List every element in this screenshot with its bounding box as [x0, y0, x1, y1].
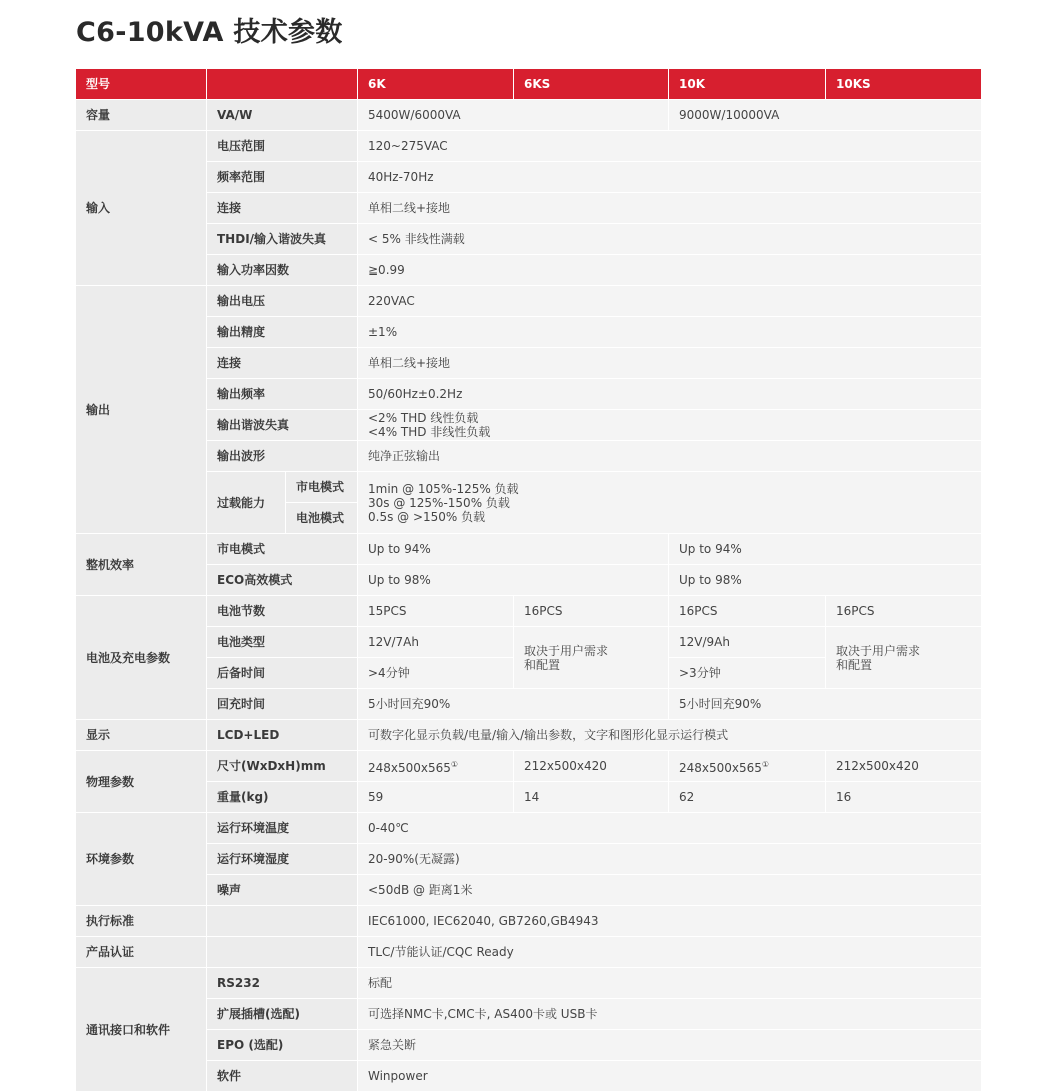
env-noise-label: 噪声: [207, 875, 358, 906]
environment-category: 环境参数: [76, 813, 207, 906]
battery-count-10k: 16PCS: [669, 596, 826, 627]
output-thd-label: 输出谐波失真: [207, 410, 358, 441]
footnote-mark: ①: [450, 759, 459, 769]
physical-size-10k: 248x500x565: [679, 760, 762, 775]
battery-recharge-10k: 5小时回充90%: [669, 689, 982, 720]
battery-type-row: [76, 627, 982, 658]
input-conn-value: 单相二线+接地: [358, 193, 982, 224]
physical-weight-6k: 59: [358, 782, 514, 813]
input-category: 输入: [76, 131, 207, 286]
comm-sw-label: 软件: [207, 1061, 358, 1092]
efficiency-mains-row: [76, 534, 982, 565]
output-thd-value: <2% THD 线性负载 <4% THD 非线性负载: [358, 410, 982, 441]
comm-rs232-value: 标配: [358, 968, 982, 999]
footnote-mark: ①: [761, 759, 770, 769]
output-wave-row: [76, 441, 982, 472]
env-noise-row: [76, 875, 982, 906]
battery-count-10ks: 16PCS: [826, 596, 982, 627]
env-temp-value: 0-40℃: [358, 813, 982, 844]
efficiency-eco-label: ECO高效模式: [207, 565, 358, 596]
env-humidity-row: [76, 844, 982, 875]
cert-category: 产品认证: [76, 937, 207, 968]
input-pf-value: ≧0.99: [358, 255, 982, 286]
comm-rs232-label: RS232: [207, 968, 358, 999]
comm-epo-value: 紧急关断: [358, 1030, 982, 1061]
efficiency-mains-label: 市电模式: [207, 534, 358, 565]
comm-rs232-row: [76, 968, 982, 999]
env-humidity-label: 运行环境湿度: [207, 844, 358, 875]
input-conn-row: [76, 193, 982, 224]
standard-category: 执行标准: [76, 906, 207, 937]
capacity-6k: 5400W/6000VA: [358, 100, 669, 131]
battery-backup-6k: >4分钟: [358, 658, 514, 689]
battery-count-6ks: 16PCS: [514, 596, 669, 627]
output-voltage-value: 220VAC: [358, 286, 982, 317]
header-10ks: 10KS: [826, 69, 982, 100]
physical-weight-10ks: 16: [826, 782, 982, 813]
input-freq-value: 40Hz-70Hz: [358, 162, 982, 193]
capacity-row: [76, 100, 982, 131]
capacity-label: VA/W: [207, 100, 358, 131]
physical-weight-10k: 62: [669, 782, 826, 813]
display-label: LCD+LED: [207, 720, 358, 751]
physical-size-6ks: 212x500x420: [514, 751, 669, 782]
output-thd-row: [76, 410, 982, 441]
physical-weight-6ks: 14: [514, 782, 669, 813]
env-humidity-value: 20-90%(无凝露): [358, 844, 982, 875]
input-voltage-label: 电压范围: [207, 131, 358, 162]
env-temp-row: [76, 813, 982, 844]
display-row: [76, 720, 982, 751]
capacity-category: 容量: [76, 100, 207, 131]
cert-value: TLC/节能认证/CQC Ready: [358, 937, 982, 968]
page-title: C6-10kVA 技术参数: [76, 17, 343, 48]
output-overload-mains: 市电模式: [286, 472, 358, 503]
physical-size-10ks: 212x500x420: [826, 751, 982, 782]
battery-count-row: [76, 596, 982, 627]
input-voltage-value: 120~275VAC: [358, 131, 982, 162]
efficiency-eco-10k: Up to 98%: [669, 565, 982, 596]
output-freq-label: 输出频率: [207, 379, 358, 410]
output-overload-row-1: [76, 472, 982, 503]
header-10k: 10K: [669, 69, 826, 100]
env-temp-label: 运行环境温度: [207, 813, 358, 844]
header-6k: 6K: [358, 69, 514, 100]
output-precision-value: ±1%: [358, 317, 982, 348]
battery-backup-label: 后备时间: [207, 658, 358, 689]
display-category: 显示: [76, 720, 207, 751]
physical-size-6k-cell: [358, 751, 514, 782]
header-6ks: 6KS: [514, 69, 669, 100]
comm-slot-row: [76, 999, 982, 1030]
input-conn-label: 连接: [207, 193, 358, 224]
battery-backup-10k: >3分钟: [669, 658, 826, 689]
battery-recharge-label: 回充时间: [207, 689, 358, 720]
physical-category: 物理参数: [76, 751, 207, 813]
comm-epo-label: EPO (选配): [207, 1030, 358, 1061]
output-overload-label: 过载能力: [207, 472, 286, 534]
comm-slot-label: 扩展插槽(选配): [207, 999, 358, 1030]
physical-size-label: 尺寸(WxDxH)mm: [207, 751, 358, 782]
output-overload-value: 1min @ 105%-125% 负载 30s @ 125%-150% 负载 0.5s @ >150% 负载: [358, 472, 982, 534]
spec-table: [76, 69, 982, 1092]
input-pf-row: [76, 255, 982, 286]
battery-depends-6ks: 取决于用户需求 和配置: [514, 627, 669, 689]
input-voltage-row: [76, 131, 982, 162]
output-voltage-row: [76, 286, 982, 317]
battery-category: 电池及充电参数: [76, 596, 207, 720]
efficiency-eco-6k: Up to 98%: [358, 565, 669, 596]
battery-type-10k: 12V/9Ah: [669, 627, 826, 658]
battery-depends-10ks: 取决于用户需求 和配置: [826, 627, 982, 689]
efficiency-mains-6k: Up to 94%: [358, 534, 669, 565]
battery-type-label: 电池类型: [207, 627, 358, 658]
standard-value: IEC61000, IEC62040, GB7260,GB4943: [358, 906, 982, 937]
physical-size-6k: 248x500x565: [368, 760, 451, 775]
input-thdi-row: [76, 224, 982, 255]
output-overload-battery: 电池模式: [286, 503, 358, 534]
cert-blank: [207, 937, 358, 968]
output-freq-row: [76, 379, 982, 410]
efficiency-category: 整机效率: [76, 534, 207, 596]
cert-row: [76, 937, 982, 968]
output-precision-row: [76, 317, 982, 348]
battery-count-label: 电池节数: [207, 596, 358, 627]
display-value: 可数字化显示负载/电量/输入/输出参数，文字和图形化显示运行模式: [358, 720, 982, 751]
output-voltage-label: 输出电压: [207, 286, 358, 317]
efficiency-mains-10k: Up to 94%: [669, 534, 982, 565]
output-category: 输出: [76, 286, 207, 534]
physical-weight-label: 重量(kg): [207, 782, 358, 813]
output-conn-value: 单相二线+接地: [358, 348, 982, 379]
comm-slot-value: 可选择NMC卡,CMC卡, AS400卡或 USB卡: [358, 999, 982, 1030]
header-blank: [207, 69, 358, 100]
standard-row: [76, 906, 982, 937]
output-precision-label: 输出精度: [207, 317, 358, 348]
header-model: 型号: [76, 69, 207, 100]
physical-size-row: [76, 751, 982, 782]
capacity-10k: 9000W/10000VA: [669, 100, 982, 131]
header-row: [76, 69, 982, 100]
battery-type-6k: 12V/7Ah: [358, 627, 514, 658]
input-thdi-label: THDI/输入谐波失真: [207, 224, 358, 255]
comm-sw-value: Winpower: [358, 1061, 982, 1092]
output-conn-row: [76, 348, 982, 379]
standard-blank: [207, 906, 358, 937]
battery-recharge-row: [76, 689, 982, 720]
output-freq-value: 50/60Hz±0.2Hz: [358, 379, 982, 410]
battery-recharge-6k: 5小时回充90%: [358, 689, 669, 720]
env-noise-value: <50dB @ 距离1米: [358, 875, 982, 906]
input-pf-label: 输入功率因数: [207, 255, 358, 286]
input-freq-label: 频率范围: [207, 162, 358, 193]
comm-category: 通讯接口和软件: [76, 968, 207, 1092]
physical-size-10k-cell: [669, 751, 826, 782]
efficiency-eco-row: [76, 565, 982, 596]
output-wave-value: 纯净正弦输出: [358, 441, 982, 472]
comm-sw-row: [76, 1061, 982, 1092]
physical-weight-row: [76, 782, 982, 813]
output-wave-label: 输出波形: [207, 441, 358, 472]
output-conn-label: 连接: [207, 348, 358, 379]
input-thdi-value: < 5% 非线性满载: [358, 224, 982, 255]
input-freq-row: [76, 162, 982, 193]
battery-count-6k: 15PCS: [358, 596, 514, 627]
comm-epo-row: [76, 1030, 982, 1061]
